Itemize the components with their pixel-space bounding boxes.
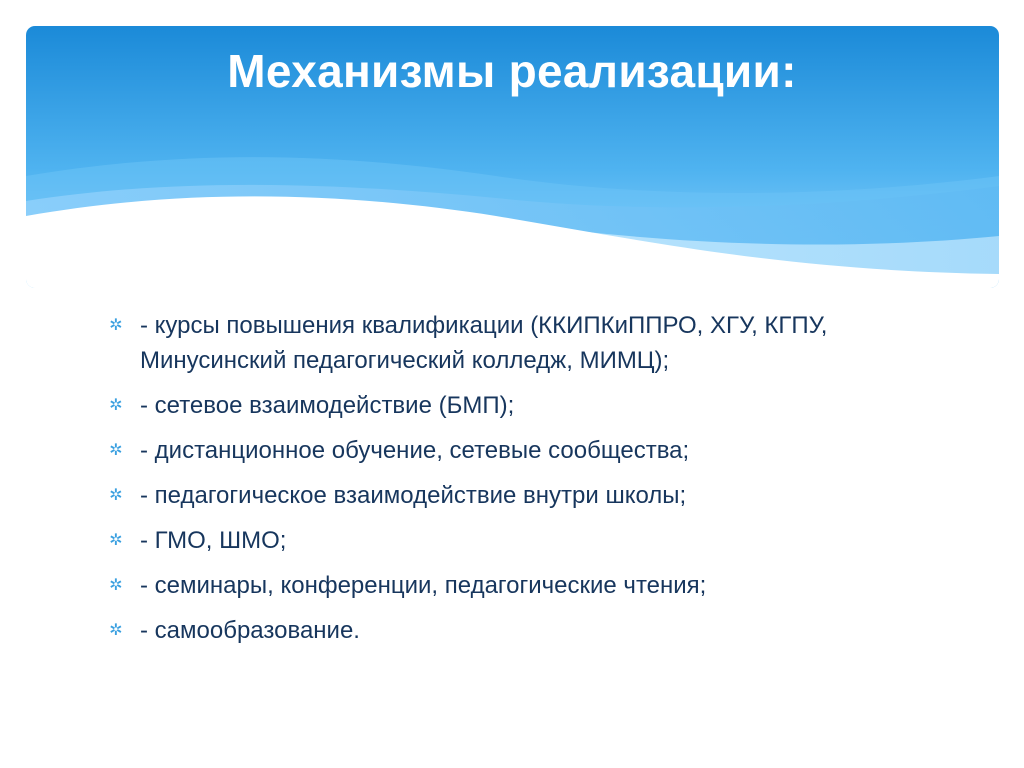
- slide-title: Механизмы реализации:: [227, 45, 797, 97]
- list-item-text: - сетевое взаимодействие (БМП);: [140, 392, 515, 419]
- list-item-text: - дистанционное обучение, сетевые сообщества;: [140, 437, 690, 464]
- list-item-text: - ГМО, ШМО;: [140, 527, 287, 554]
- list-item: [108, 523, 928, 558]
- asterisk-bullet-icon: ✲: [109, 317, 123, 334]
- asterisk-bullet-icon: ✲: [109, 577, 123, 594]
- list-item: [108, 568, 928, 603]
- bullet-list: [108, 308, 928, 658]
- list-item-text: - педагогическое взаимодействие внутри школы;: [140, 482, 687, 509]
- asterisk-bullet-icon: ✲: [109, 622, 123, 639]
- list-item-text: - семинары, конференции, педагогические чтения;: [140, 572, 707, 599]
- list-item: [108, 388, 928, 423]
- asterisk-bullet-icon: ✲: [109, 532, 123, 549]
- asterisk-bullet-icon: ✲: [109, 487, 123, 504]
- asterisk-bullet-icon: ✲: [109, 397, 123, 414]
- list-item: [108, 308, 928, 378]
- list-item: [108, 613, 928, 648]
- list-item: [108, 478, 928, 513]
- asterisk-bullet-icon: ✲: [109, 442, 123, 459]
- list-item-text: - курсы повышения квалификации (ККИПКиППРО, ХГУ, КГПУ, Минусинский педагогический колледж, МИМЦ);: [140, 312, 828, 374]
- list-item: [108, 433, 928, 468]
- list-item-text: - самообразование.: [140, 617, 360, 644]
